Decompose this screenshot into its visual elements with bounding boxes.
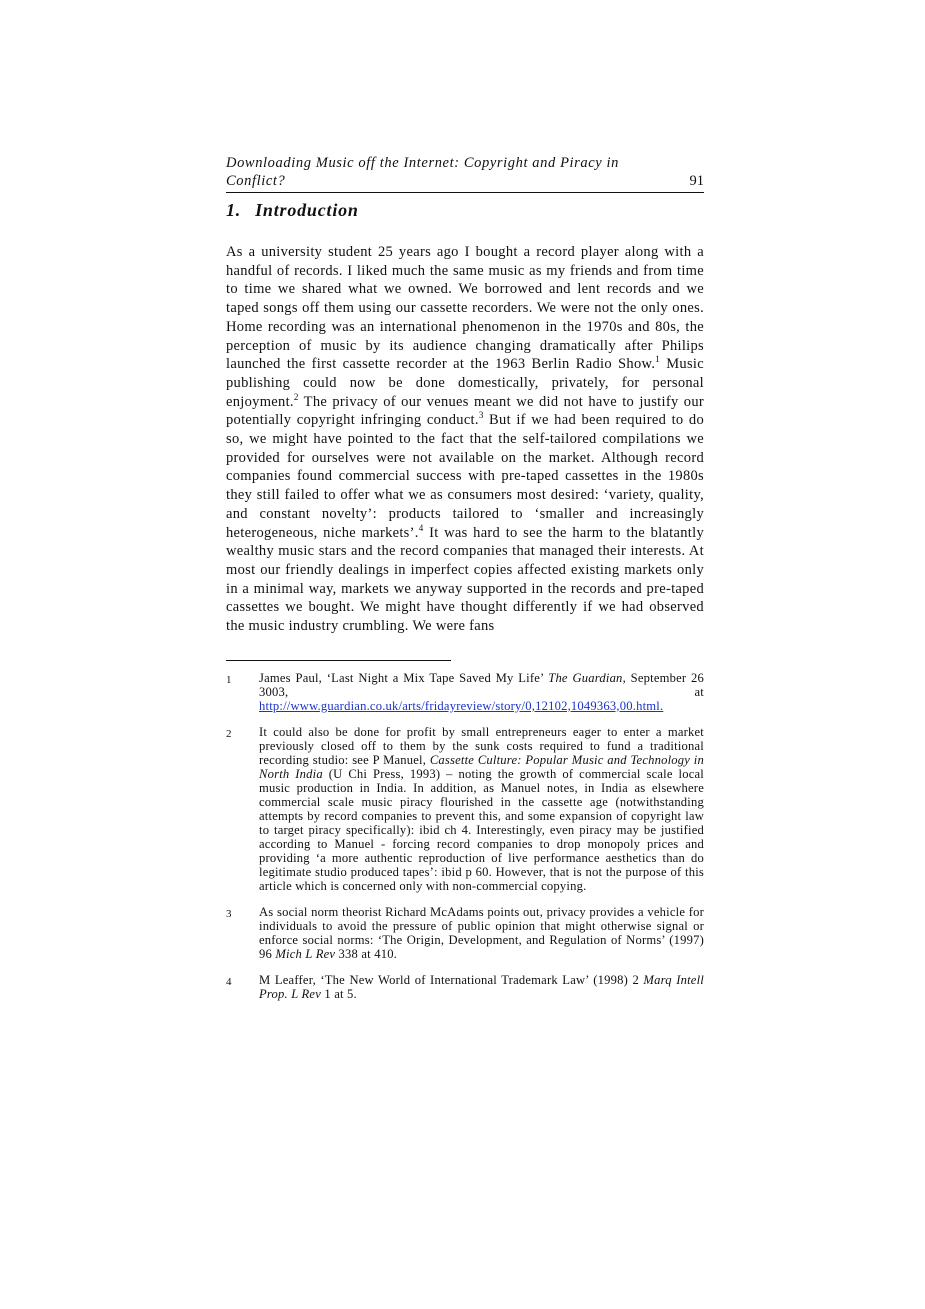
running-title: Downloading Music off the Internet: Copyright and Piracy in Conflict? [226,155,620,189]
footnote-number: 3 [226,907,232,920]
footnote-text-part: 1 at 5. [321,986,357,1001]
header-rule [226,192,704,193]
footnote-text [259,905,704,961]
footnote-text-part: , September 26 3003, at [259,670,704,699]
footnote-text-part: James Paul, ‘Last Night a Mix Tape Saved My Life’ [259,670,549,685]
footnote-title: The Guardian [548,670,623,685]
body-text-part: But if we had been required to do so, we might have pointed to the fact that the self-tailored compilations we provided for ourselves were not available on the market. Although record companies found commercial success with pre-taped cassettes in the 1980s they still failed to offer what we as consumers most desired: ‘variety, quality, and constant novelty’: products tailored to ‘smaller and increasingly heterogeneous, niche markets’. [226,412,705,541]
body-text-part: Music publishing could now be done domestically, privately, for personal enjoyment. [226,356,704,410]
section-heading [226,199,704,221]
footnote-text-part: As social norm theorist Richard McAdams points out, privacy provides a vehicle for individuals to avoid the pressure of public opinion that might otherwise signal or enforce social norms: ‘The Origin, Development, and Regulation of Norms’ (1997) 96 [259,904,704,961]
page [226,154,704,1013]
body-paragraph [226,243,704,636]
footnote-text-part: 338 at 410. [335,946,398,961]
footnote-ref-2[interactable]: 2 [293,391,299,402]
footnote-1 [226,671,704,713]
footnote-title: Mich L Rev [275,946,336,961]
footnote-text [259,973,704,1001]
footnote-text-part: M Leaffer, ‘The New World of International Trademark Law’ (1998) 2 [259,972,644,987]
footnote-ref-3[interactable]: 3 [478,410,484,421]
body-text-part: The privacy of our venues meant we did not have to justify our potentially copyright infringing conduct. [226,393,704,429]
footnote-ref-4[interactable]: 4 [418,522,424,533]
footnote-text [259,671,704,713]
section-number: 1. [226,200,242,220]
body-text-part: It was hard to see the harm to the blatantly wealthy music stars and the record companies that managed their interests. At most our friendly dealings in imperfect copies affected existing markets only in a minimal way, markets we anyway supported in the records and pre-taped cassettes we bought. We might have thought differently if we had observed the music industry crumbling. We were fans [226,524,704,635]
footnote-number: 2 [226,727,232,740]
footnote-rule [226,660,451,661]
footnote-title: Marq Intell Prop. L Rev [259,972,704,1001]
footnote-4 [226,973,704,1001]
footnote-number: 1 [226,673,232,686]
footnote-link[interactable]: http://www.guardian.co.uk/arts/fridayreview/story/0,12102,1049363,00.html. [259,698,664,713]
footnote-text [259,725,704,893]
footnote-ref-1[interactable]: 1 [655,354,661,365]
body-text-part: As a university student 25 years ago I bought a record player along with a handful of records. I liked much the same music as my friends and from time to time we shared what we owned. We borrowed and lent records and we taped songs off them using our cassette recorders. We were not the only ones. Home recording was an international phenomenon in the 1970s and 80s, the perception of music by its audience changing dramatically after Philips launched the first cassette recorder at the 1963 Berlin Radio Show. [226,244,704,373]
footnote-title: Cassette Culture: Popular Music and Technology in North India [259,752,704,781]
footnote-text-part: (U Chi Press, 1993) – noting the growth of commercial scale local music production in India. In addition, as Manuel notes, in India as elsewhere commercial scale music piracy flourished in the cassette age (notwithstanding attempts by record companies to prevent this, and some expansion of copyright law to target piracy specifically): ibid ch 4. Interestingly, even piracy may be justified according to Manuel - forcing record companies to drop monopoly prices and providing ‘a more authentic reproduction of live performance aesthetics than do legitimate studio produced tapes’: ibid p 60. However, that is not the purpose of this article which is concerned only with non-commercial copying. [259,766,704,893]
page-number: 91 [689,173,704,189]
section-title: Introduction [255,200,359,220]
footnote-text-part: It could also be done for profit by small entrepreneurs eager to enter a market previously closed off to them by the sunk costs required to fund a traditional recording studio: see P Manuel, [259,724,704,767]
running-header [226,154,704,190]
footnote-3 [226,905,704,961]
footnote-number: 4 [226,975,232,988]
footnote-2 [226,725,704,893]
